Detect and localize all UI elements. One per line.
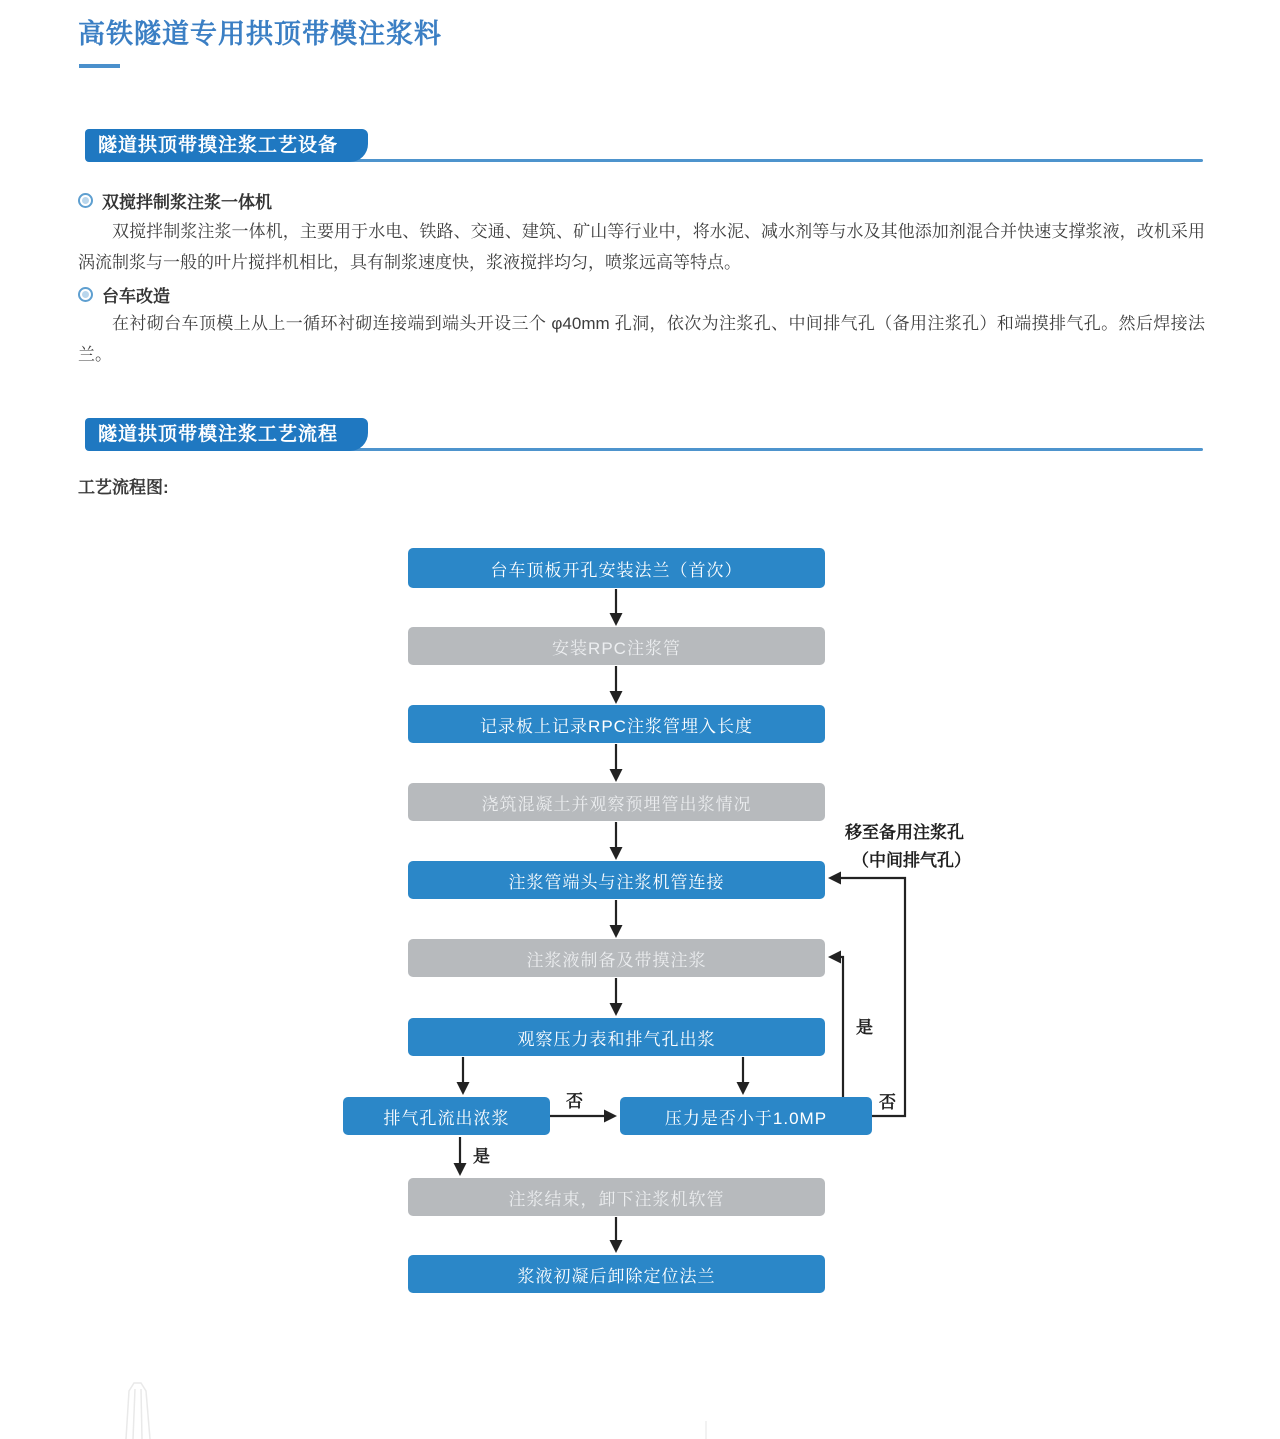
banner-tab-label: 隧道拱顶带模注浆工艺流程 xyxy=(85,418,368,451)
building-watermark xyxy=(0,1379,1280,1439)
ring-bullet-icon xyxy=(78,193,93,208)
section-banner-equipment xyxy=(85,129,1203,162)
flow-node-pressure-check: 压力是否小于1.0MP xyxy=(620,1097,872,1135)
edge-label-no-loop: 否 xyxy=(879,1093,896,1112)
flow-node-remove-flange: 浆液初凝后卸除定位法兰 xyxy=(408,1255,825,1293)
flow-node-record-length: 记录板上记录RPC注浆管埋入长度 xyxy=(408,705,825,743)
flowchart-caption: 工艺流程图: xyxy=(78,478,169,497)
page-title: 高铁隧道专用拱顶带模注浆料 xyxy=(78,19,442,49)
banner-tab-label: 隧道拱顶带摸注浆工艺设备 xyxy=(85,129,368,162)
paragraph-trolley: 在衬砌台车顶模上从上一循环衬砌连接端到端头开设三个 φ40mm 孔洞，依次为注浆孔、中间排气孔（备用注浆孔）和端摸排气孔。然后焊接法兰。 xyxy=(78,314,1205,364)
flow-node-prepare-grout: 注浆液制备及带摸注浆 xyxy=(408,939,825,977)
flow-node-install-rpc-pipe: 安装RPC注浆管 xyxy=(408,627,825,665)
edge-label-yes-loop: 是 xyxy=(856,1018,873,1037)
edge-label-yes-down: 是 xyxy=(473,1147,490,1166)
flow-node-observe-gauge: 观察压力表和排气孔出浆 xyxy=(408,1018,825,1056)
bullet-heading-text: 台车改造 xyxy=(102,287,170,306)
bullet-heading-trolley xyxy=(78,282,170,307)
bullet-heading-mixer xyxy=(78,188,272,213)
bullet-heading-text: 双搅拌制浆注浆一体机 xyxy=(102,193,272,212)
edge-label-no-between: 否 xyxy=(566,1092,583,1111)
flow-node-connect-pipe: 注浆管端头与注浆机管连接 xyxy=(408,861,825,899)
paragraph-mixer: 双搅拌制浆注浆一体机，主要用于水电、铁路、交通、建筑、矿山等行业中，将水泥、减水剂等与水及其他添加剂混合并快速支撑浆液，改机采用涡流制浆与一般的叶片搅拌机相比，具有制浆速度快，浆液搅拌均匀，喷浆远高等特点。 xyxy=(78,222,1205,272)
flow-node-grouting-end: 注浆结束，卸下注浆机软管 xyxy=(408,1178,825,1216)
side-note-line1: 移至备用注浆孔 xyxy=(845,823,964,842)
section-banner-process xyxy=(85,418,1203,451)
flow-node-pour-concrete: 浇筑混凝土并观察预埋管出浆情况 xyxy=(408,783,825,821)
ring-bullet-icon xyxy=(78,287,93,302)
title-underline xyxy=(79,64,120,68)
side-note-line2: （中间排气孔） xyxy=(852,851,971,870)
flow-node-install-flange: 台车顶板开孔安装法兰（首次） xyxy=(408,548,825,588)
flow-node-vent-thick-grout: 排气孔流出浓浆 xyxy=(343,1097,550,1135)
